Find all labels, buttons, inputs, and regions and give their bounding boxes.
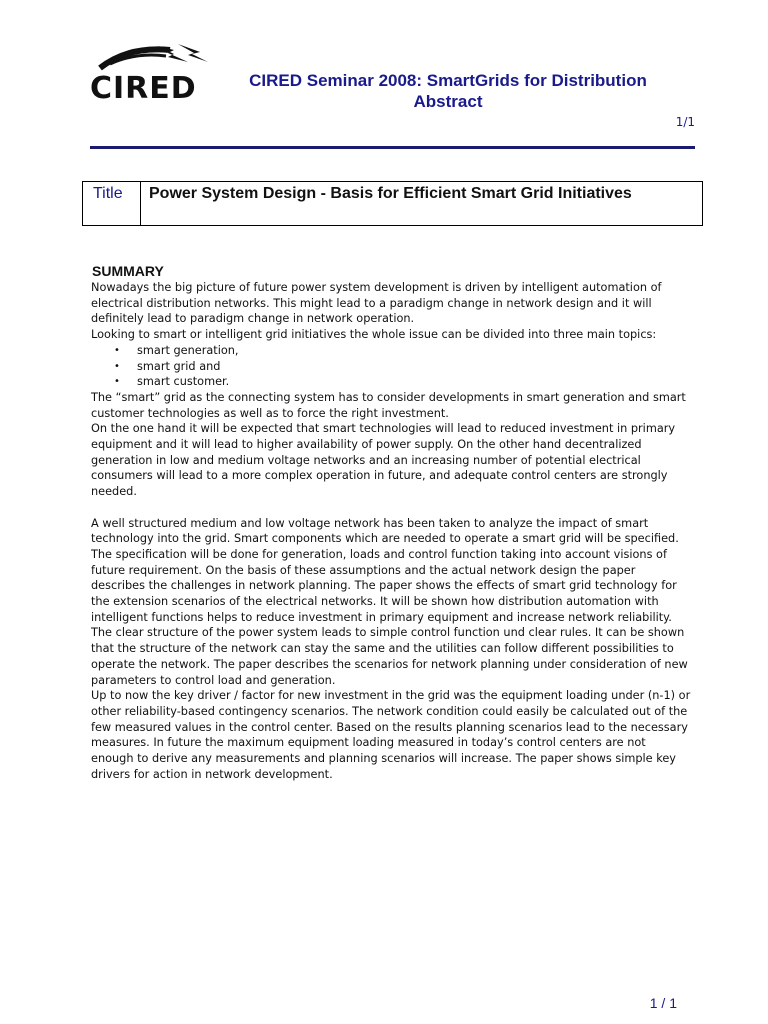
cired-logo bbox=[88, 40, 210, 104]
topics-list bbox=[91, 343, 691, 390]
summary-paragraph: On the one hand it will be expected that smart technologies will lead to reduced investment in primary equipment and it will lead to higher availability of power supply. On the other hand decentralized generation in low and medium voltage networks and an increasing number of potential electrical consumers will lead to a more complex operation in future, and adequate control centers are strongly needed. bbox=[91, 422, 676, 499]
header-title-line2: Abstract bbox=[413, 92, 483, 111]
summary-paragraph: Up to now the key driver / factor for new investment in the grid was the equipment loading under (n-1) or other reliability-based contingency scenarios. The network condition could easily be calculated out of the few measured values in the control center. Based on the results planning scenarios lead to the necessary measures. In future the maximum equipment loading measured in today’s control centers are not enough to derive any measurements and planning scenarios will increase. The paper shows simple key drivers for action in network development. bbox=[91, 689, 691, 781]
header-divider bbox=[90, 146, 695, 149]
paper-title: Power System Design - Basis for Efficient Smart Grid Initiatives bbox=[149, 185, 632, 202]
logo-wordmark: CIRED bbox=[90, 71, 197, 104]
summary-topics-lead: Looking to smart or intelligent grid initiatives the whole issue can be divided into three main topics: bbox=[91, 328, 657, 342]
topic-item: • smart generation, bbox=[91, 343, 691, 359]
topic-item: • smart grid and bbox=[91, 359, 691, 375]
topic-item: • smart customer. bbox=[91, 374, 691, 390]
title-table bbox=[82, 181, 703, 226]
header-page-count: 1/1 bbox=[675, 115, 695, 129]
summary-paragraph: The “smart” grid as the connecting system has to consider developments in smart generation and smart customer technologies as well as to force the right investment. bbox=[91, 390, 686, 420]
summary-body bbox=[91, 280, 691, 782]
summary-paragraph: A well structured medium and low voltage network has been taken to analyze the impact of smart technology into the grid. Smart components which are needed to operate a smart grid will be specified. The specification will be done for generation, loads and control function taking into account visions of future requirement. On the basis of these assumptions and the actual network design the paper describes the challenges in network planning. The paper shows the effects of smart grid technology for the extension scenarios of the electrical networks. It will be shown how distribution automation with intelligent functions helps to reduce investment in primary equipment and increase network reliability. The clear structure of the power system leads to simple control function und clear rules. It can be shown that the structure of the network can stay the same and the utilities can follow different possibilities to operate the network. The paper describes the scenarios for network planning under consideration of new parameters to control load and generation. bbox=[91, 516, 688, 687]
header-title-line1: CIRED Seminar 2008: SmartGrids for Distribution bbox=[249, 71, 647, 90]
paragraph-gap bbox=[91, 500, 691, 516]
footer-page-number: 1 / 1 bbox=[649, 995, 677, 1011]
title-label: Title bbox=[83, 182, 141, 225]
summary-intro: Nowadays the big picture of future power system development is driven by intelligent automation of electrical distribution networks. This might lead to a paradigm change in network design and it will definitely lead to paradigm change in network operation. bbox=[91, 281, 662, 326]
document-header-title bbox=[218, 70, 678, 112]
summary-heading: SUMMARY bbox=[92, 263, 164, 279]
